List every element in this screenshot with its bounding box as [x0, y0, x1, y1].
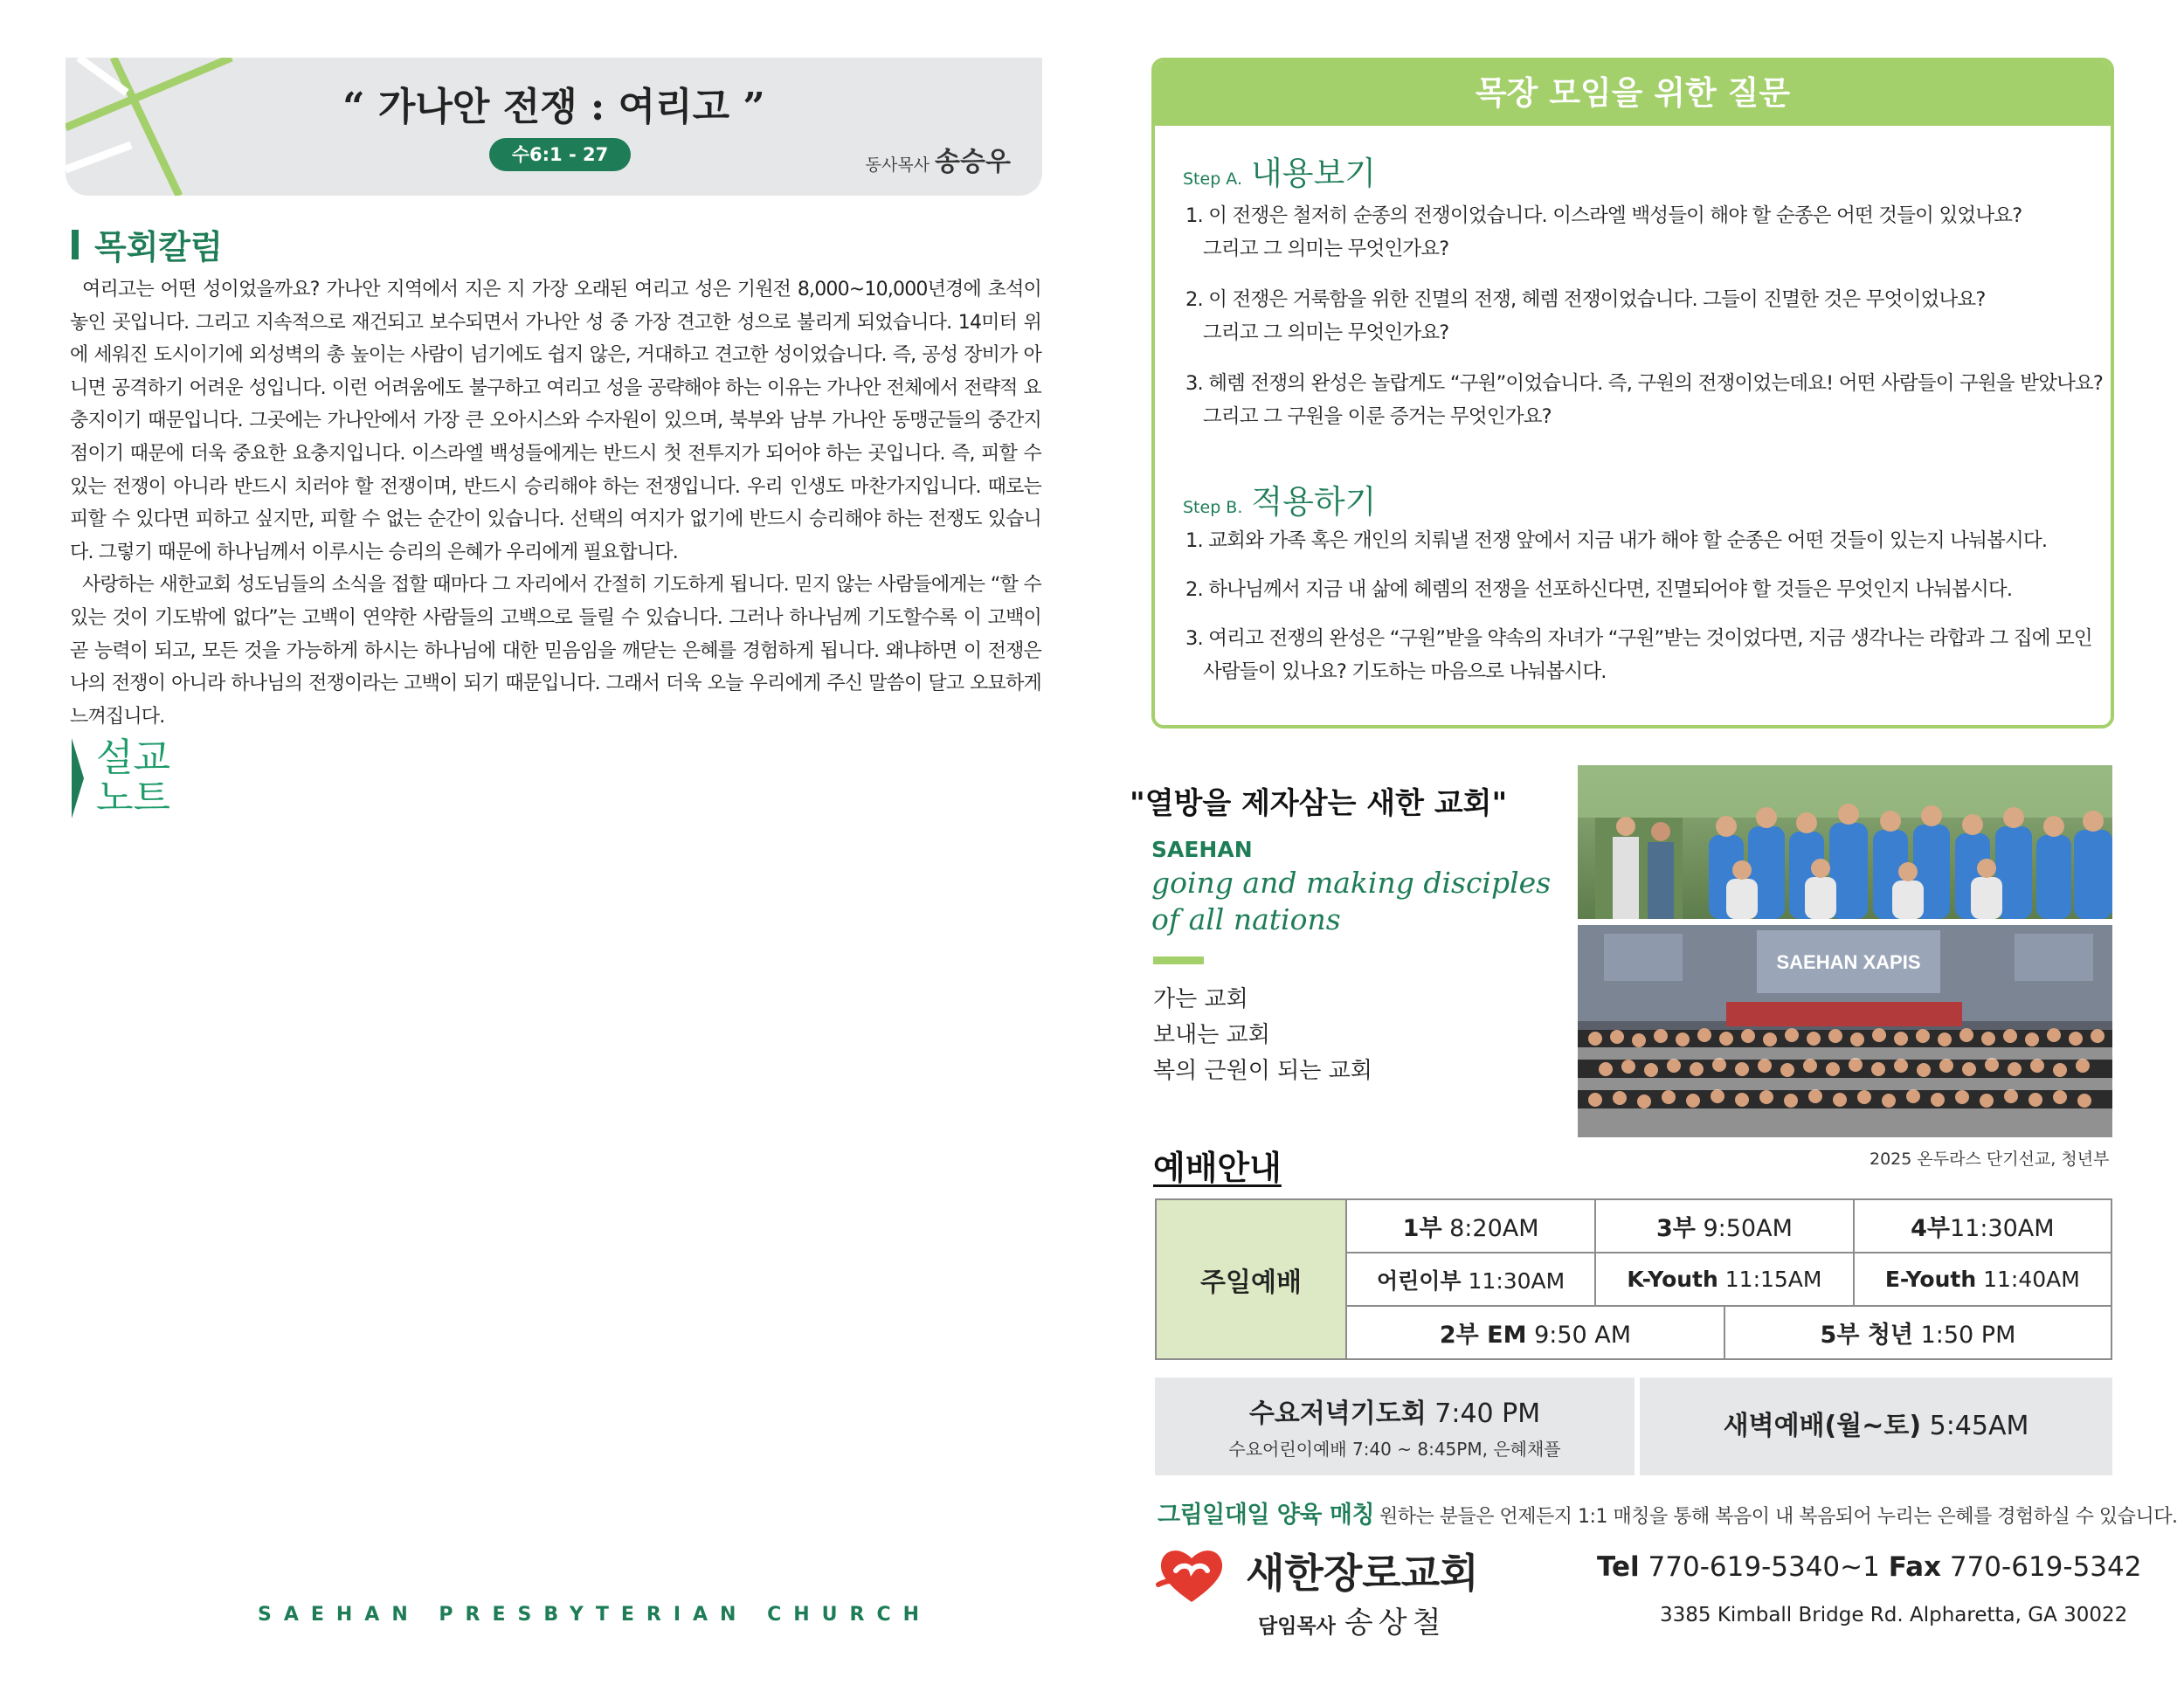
question-line: 그리고 그 의미는 무엇인가요?: [1203, 321, 1449, 344]
service-time: 5:45AM: [1929, 1411, 2029, 1441]
heading-bar: [72, 230, 79, 259]
fax-label: Fax: [1888, 1551, 1941, 1583]
wednesday-children-service: 수요어린이예배 7:40 ~ 8:45PM, 은혜채플: [1228, 1439, 1561, 1460]
table-cell: [1854, 1199, 2111, 1253]
sermon-notes-label: [96, 735, 171, 820]
sermon-title: “ 가나안 전쟁 : 여리고 ”: [342, 85, 765, 129]
step-title: 적용하기: [1251, 483, 1377, 521]
column-paragraph: 사랑하는 새한교회 성도님들의 소식을 접할 때마다 그 자리에서 간절히 기도하게 됩니다. 믿지 않는 사람들에게는 “할 수 있는 것이 기도밖에 없다”는 고백이 연약한 사람들의 고백으로 들릴 수 있습니다. 그러나 하나님께 기도할수록 이 고백이 곧 능력이 되고, 모든 것을 가능하게 하시는 하나님에 대한 믿음임을 깨닫는 은혜를 경험하게 됩니다. 왜냐하면 이 전쟁은 나의 전쟁이 아니라 하나님의 전쟁이라는 고백이 되기 때문입니다. 그래서 더욱 오늘 우리에게 주신 말씀이 달고 오묘하게 느껴집니다.: [70, 574, 1041, 728]
service-time: 9:50 AM: [1534, 1322, 1632, 1349]
service-name: 4부: [1911, 1215, 1950, 1242]
preacher-role: 동사목사: [865, 155, 930, 175]
question-item: [1185, 524, 2047, 557]
value-line: 가는 교회: [1153, 986, 1248, 1012]
value-line: 복의 근원이 되는 교회: [1153, 1058, 1372, 1084]
preacher-name: 송승우: [935, 147, 1011, 177]
question-line: 그리고 그 의미는 무엇인가요?: [1203, 238, 1449, 260]
question-line: 2. 이 전쟁은 거룩함을 위한 진멸의 전쟁, 헤렘 전쟁이었습니다. 그들이 진멸한 것은 무엇이었나요?: [1185, 288, 1986, 311]
table-cell: [1724, 1306, 2111, 1359]
table-cell: [1595, 1253, 1853, 1306]
service-name: 2부 EM: [1439, 1322, 1527, 1349]
question-line: 3. 헤렘 전쟁의 완성은 놀랍게도 “구원”이었습니다. 즉, 구원의 전쟁이었는데요! 어떤 사람들이 구원을 받았나요?: [1185, 372, 2104, 395]
mission-line: going and making disciples: [1151, 866, 1552, 900]
step-a-heading: [1183, 147, 1376, 194]
church-logo-icon: [1155, 1544, 1228, 1607]
church-values: [1153, 982, 1372, 1089]
service-time: 1:50 PM: [1920, 1322, 2016, 1349]
service-time: 8:20AM: [1449, 1215, 1539, 1242]
mission-line: of all nations: [1151, 902, 1341, 936]
senior-pastor-label: 담임목사: [1258, 1615, 1336, 1638]
mentoring-label: 그림일대일 양육 매칭: [1158, 1502, 1375, 1529]
question-item: [1185, 283, 1985, 349]
tel-label: Tel: [1597, 1551, 1640, 1583]
saehan-label: SAEHAN: [1151, 837, 1253, 862]
mentoring-notice: [1158, 1495, 2177, 1530]
pastoral-column-title: 목회칼럼: [94, 228, 223, 266]
photo-caption: 2025 온두라스 단기선교, 청년부: [1870, 1150, 2110, 1169]
table-cell: [1346, 1306, 1724, 1359]
service-time: 9:50AM: [1703, 1215, 1793, 1242]
preacher: [866, 140, 1011, 178]
service-name: 새벽예배(월~토): [1723, 1411, 1922, 1441]
step-b-heading: [1183, 475, 1376, 522]
question-item: [1185, 622, 2092, 688]
fax-number: 770-619-5342: [1949, 1551, 2142, 1583]
divider: [1153, 956, 1204, 964]
sermon-banner: [66, 58, 1042, 196]
service-name: 1부: [1402, 1215, 1442, 1242]
question-line: 1. 이 전쟁은 철저히 순종의 전쟁이었습니다. 이스라엘 백성들이 해야 할 순종은 어떤 것들이 있었나요?: [1185, 204, 2022, 227]
question-item: [1185, 367, 2103, 433]
senior-pastor-name: 송상철: [1344, 1606, 1447, 1640]
wednesday-prayer-box: [1155, 1378, 1635, 1475]
question-line: 3. 여리고 전쟁의 완성은 “구원”받을 약속의 자녀가 “구원”받는 것이었다면, 지금 생각나는 라합과 그 집에 모인: [1185, 627, 2092, 650]
scripture-reference: 수6:1 - 27: [489, 138, 631, 171]
step-title: 내용보기: [1251, 155, 1376, 192]
service-time: 11:15AM: [1724, 1267, 1822, 1292]
service-name: E-Youth: [1884, 1267, 1977, 1292]
photo-banner: SAEHAN XAPIS: [1776, 951, 1921, 973]
service-name: K-Youth: [1627, 1267, 1718, 1292]
service-time: 11:30AM: [1949, 1215, 2055, 1242]
question-item: [1185, 199, 2022, 266]
service-time: 11:30AM: [1468, 1267, 1565, 1294]
church-motto: "열방을 제자삼는 새한 교회": [1130, 786, 1508, 821]
question-line: 그리고 그 구원을 이룬 증거는 무엇인가요?: [1203, 405, 1552, 428]
notes-label-line: 설교: [96, 735, 171, 780]
mission-team-photo: [1578, 765, 2112, 919]
service-name: 5부 청년: [1820, 1322, 1913, 1349]
group-photo: [1578, 925, 2112, 1137]
pastoral-column-text: [70, 273, 1041, 733]
service-name: 수요저녁기도회: [1248, 1398, 1427, 1429]
step-tag: Step A.: [1183, 169, 1243, 189]
value-line: 보내는 교회: [1153, 1022, 1270, 1048]
service-name: 어린이부: [1376, 1267, 1462, 1294]
table-cell: [1346, 1253, 1595, 1306]
table-cell: [1854, 1253, 2111, 1306]
question-item: [1185, 573, 2012, 606]
sunday-worship-label: 주일예배: [1156, 1199, 1346, 1359]
table-row: [1156, 1199, 2111, 1253]
worship-schedule-table: [1155, 1198, 2112, 1360]
church-address: 3385 Kimball Bridge Rd. Alpharetta, GA 30022: [1660, 1604, 2128, 1626]
church-korean-name: 새한장로교회: [1246, 1550, 1479, 1597]
dawn-service-box: [1640, 1378, 2112, 1475]
notes-label-line: 노트: [96, 776, 171, 820]
question-line: 2. 하나님께서 지금 내 삶에 헤렘의 전쟁을 선포하신다면, 진멸되어야 할 것들은 무엇인지 나눠봅시다.: [1185, 578, 2013, 601]
step-tag: Step B.: [1183, 498, 1243, 517]
questions-header: 목장 모임을 위한 질문: [1155, 61, 2111, 126]
question-line: 사람들이 있나요? 기도하는 마음으로 나눠봅시다.: [1203, 660, 1607, 683]
contact-info: [1597, 1551, 2141, 1583]
tel-number: 770-619-5340~1: [1648, 1551, 1880, 1583]
column-paragraph: 여리고는 어떤 성이었을까요? 가나안 지역에서 지은 지 가장 오래된 여리고 성은 기원전 8,000~10,000년경에 초석이 놓인 곳입니다. 그리고 지속적으로 재건되고 보수되면서 가나안 성 중 가장 견고한 성으로 불리게 되었습니다. 14미터 위에 세워진 도시이기에 외성벽의 총 높이는 사람이 넘기에도 쉽지 않은, 거대하고 견고한 성이었습니다. 즉, 공성 장비가 아니면 공격하기 어려운 성입니다. 이런 어려움에도 불구하고 여리고 성을 공략해야 하는 이유는 가나안 전체에서 전략적 요충지이기 때문입니다. 그곳에는 가나안에서 가장 큰 오아시스와 수자원이 있으며, 북부와 남부 가나안 동맹군들의 중간지점이기 때문에 더욱 중요한 요충지입니다. 이스라엘 백성들에게는 반드시 첫 전투지가 되어야 하는 곳입니다. 즉, 피할 수 있는 전쟁이 아니라 반드시 치러야 할 전쟁이며, 반드시 승리해야 하는 전쟁입니다. 우리 인생도 마찬가지입니다. 때로는 피할 수 있다면 피하고 싶지만, 피할 수 없는 순간이 있습니다. 선택의 여지가 없기에 반드시 승리해야 하는 전쟁도 있습니다. 그렇기 때문에 하나님께서 이루시는 승리의 은혜가 우리에게 필요합니다.: [70, 279, 1041, 563]
mission-statement: [1151, 865, 1551, 938]
service-time: 11:40AM: [1983, 1267, 2080, 1292]
table-cell: [1595, 1199, 1853, 1253]
table-cell: [1346, 1199, 1595, 1253]
service-time: 7:40 PM: [1434, 1398, 1541, 1429]
senior-pastor: [1258, 1599, 1446, 1641]
service-name: 3부: [1656, 1215, 1696, 1242]
pastoral-column-heading: [72, 220, 223, 268]
question-line: 1. 교회와 가족 혹은 개인의 치뤄낼 전쟁 앞에서 지금 내가 해야 할 순종은 어떤 것들이 있는지 나눠봅시다.: [1185, 529, 2048, 552]
mentoring-text: 원하는 분들은 언제든지 1:1 매칭을 통해 복음이 내 복음되어 누리는 은혜를 경험하실 수 있습니다.: [1379, 1506, 2178, 1528]
small-group-questions: [1151, 58, 2114, 729]
worship-guide-title: 예배안내: [1153, 1149, 1282, 1187]
church-english-name: SAEHAN PRESBYTERIAN CHURCH: [258, 1604, 932, 1626]
notes-arrow-icon: [72, 738, 84, 818]
